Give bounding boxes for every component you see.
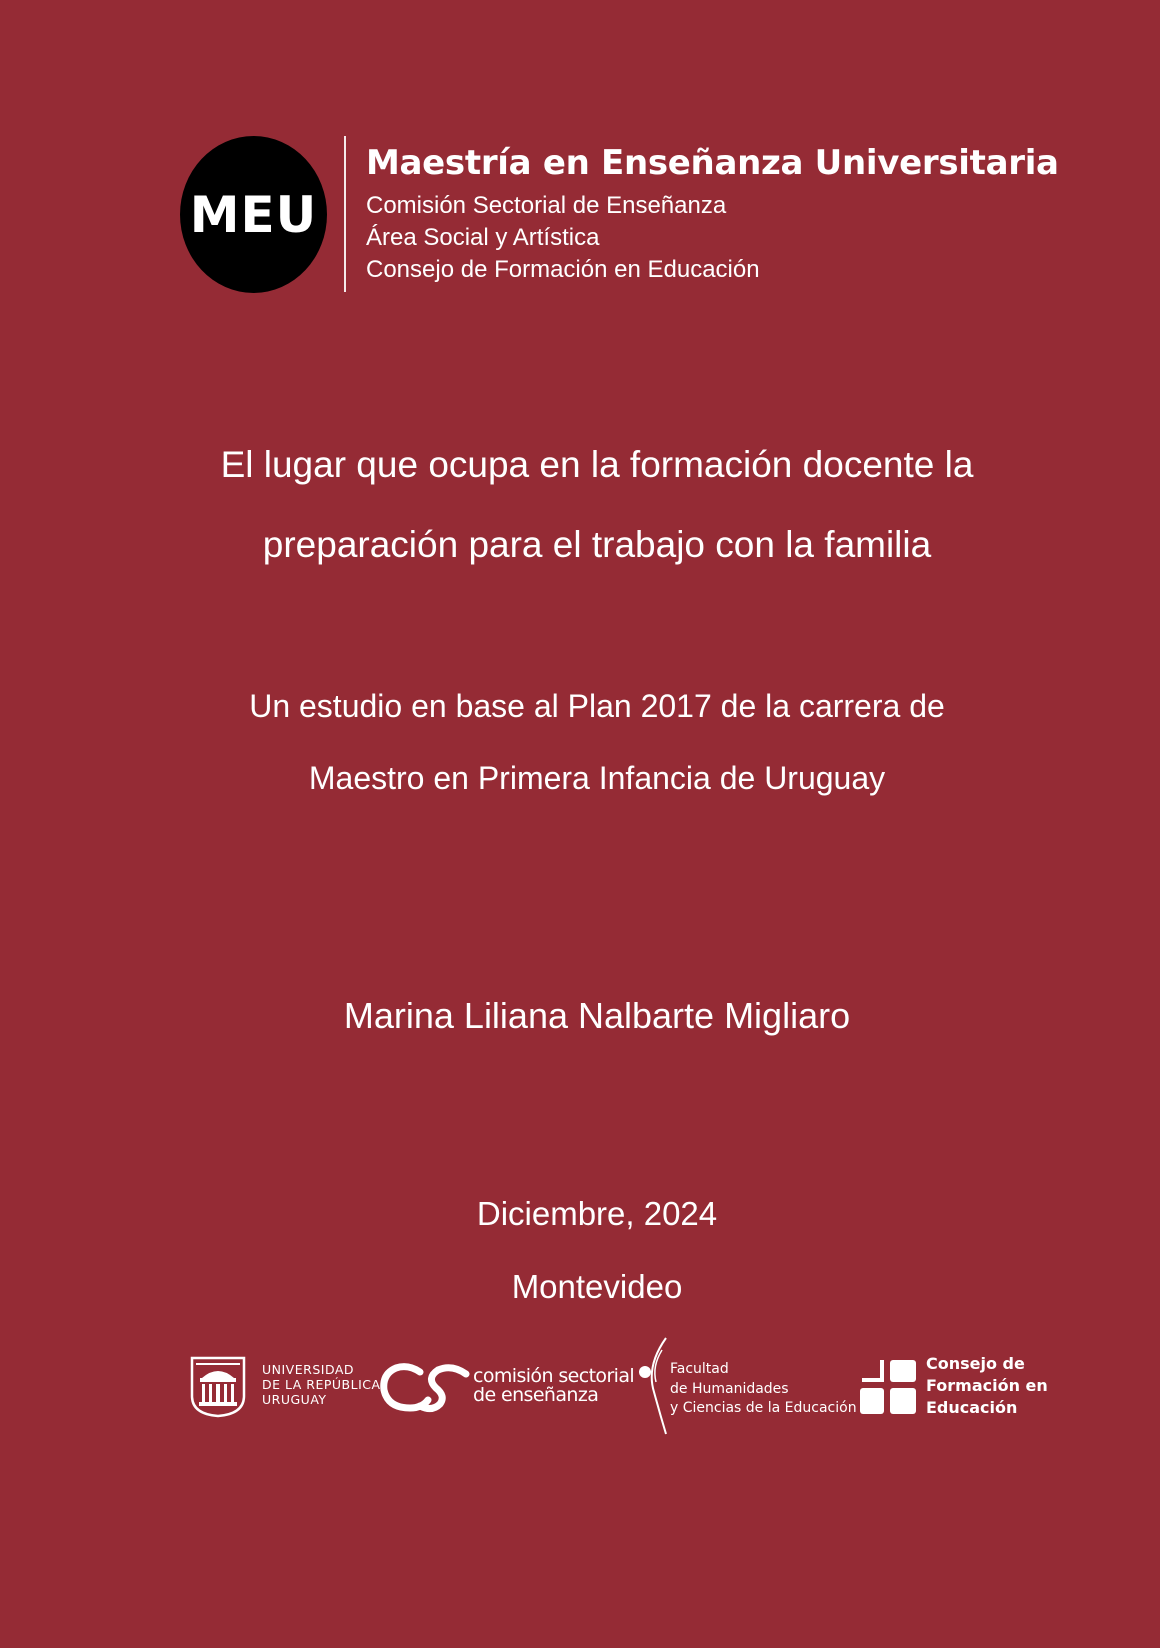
- program-line-3: Consejo de Formación en Educación: [366, 256, 760, 283]
- cse-logo-icon: [380, 1362, 470, 1414]
- date: Diciembre, 2024: [476, 1195, 718, 1232]
- cfe-cross-icon: [858, 1356, 918, 1416]
- udelar-line-3: URUGUAY: [262, 1392, 327, 1407]
- cse-line-1: comisión sectorial: [473, 1365, 635, 1387]
- udelar-logo-text: [262, 1362, 381, 1407]
- fhce-logo-text: [670, 1360, 857, 1419]
- meu-logo-circle: [180, 136, 327, 293]
- thesis-title: [0, 425, 1160, 585]
- fhce-line-3: y Ciencias de la Educación: [670, 1400, 857, 1416]
- udelar-building-icon: [190, 1356, 246, 1418]
- fhce-logo-icon: [636, 1336, 670, 1436]
- fhce-line-2: de Humanidades: [670, 1380, 789, 1397]
- thesis-subtitle: [0, 670, 1160, 814]
- header-divider: [344, 136, 346, 292]
- thesis-title-line-2: preparación para el trabajo con la familia: [262, 524, 932, 565]
- program-line-2: Área Social y Artística: [366, 224, 600, 251]
- thesis-title-line-1: El lugar que ocupa en la formación docente la: [220, 444, 974, 485]
- program-header: [366, 136, 1059, 286]
- cfe-line-1: Consejo de: [926, 1354, 1025, 1373]
- program-title: Maestría en Enseñanza Universitaria: [366, 143, 1059, 183]
- udelar-line-2: DE LA REPÚBLICA: [262, 1377, 381, 1392]
- cfe-line-2: Formación en: [926, 1376, 1048, 1395]
- thesis-subtitle-line-2: Maestro en Primera Infancia de Uruguay: [308, 760, 886, 796]
- cse-line-2: de enseñanza: [473, 1384, 599, 1406]
- cse-logo-text: [473, 1367, 634, 1405]
- thesis-subtitle-line-1: Un estudio en base al Plan 2017 de la carrera de: [249, 688, 945, 724]
- udelar-line-1: UNIVERSIDAD: [262, 1362, 355, 1377]
- meu-logo-text: MEU: [189, 185, 318, 244]
- author-name: Marina Liliana Nalbarte Migliaro: [343, 995, 851, 1036]
- cfe-line-3: Educación: [926, 1398, 1018, 1417]
- program-line-1: Comisión Sectorial de Enseñanza: [366, 192, 727, 219]
- city: Montevideo: [511, 1268, 683, 1305]
- fhce-line-1: Facultad: [670, 1361, 729, 1377]
- cfe-logo-text: [926, 1353, 1048, 1419]
